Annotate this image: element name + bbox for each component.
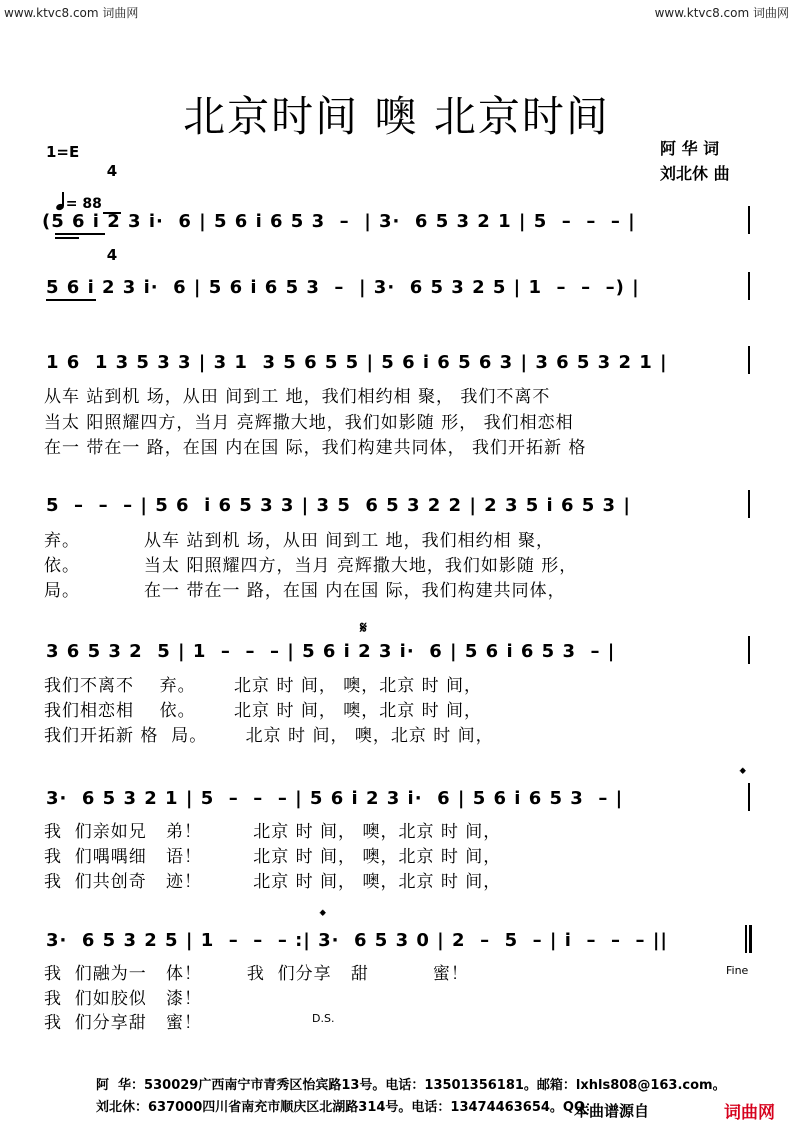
time-signature-bottom: 4 bbox=[106, 245, 118, 264]
music-row-5: 3 6 5 3 2 5 | 1 – – – | 5 6 i 2 3 i· 6 | 5 6 i 6 5 3 – | bbox=[46, 641, 616, 662]
segno-icon: 𝄋 bbox=[360, 618, 367, 637]
quarter-note-icon bbox=[55, 203, 65, 211]
lyric-row-7-verse-2: 我 们如胶似 漆！ bbox=[44, 989, 203, 1009]
final-bar-line bbox=[745, 925, 747, 953]
footer-contact-composer: 刘北休：637000四川省南充市顺庆区北湖路314号。电话：13474463654。QQ： bbox=[96, 1100, 599, 1115]
beam-line bbox=[55, 233, 105, 235]
footer-source: 本曲谱源自 bbox=[574, 1102, 650, 1120]
coda-icon: 𝄌 bbox=[740, 764, 746, 783]
lyric-row-6-verse-2: 我 们喁喁细 语！ 北京 时 间， 噢，北京 时 间， bbox=[44, 847, 502, 867]
lyric-row-4-verse-3: 局。 在一 带在一 路，在国 内在国 际，我们构建共同体， bbox=[44, 581, 566, 601]
tempo-value: = 88 bbox=[65, 196, 102, 212]
music-row-4: 5 – – – | 5 6 i 6 5 3 3 | 3 5 6 5 3 2 2 | 2 3 5 i 6 5 3 | bbox=[46, 495, 631, 516]
bar-line bbox=[748, 272, 750, 300]
music-row-6: 3· 6 5 3 2 1 | 5 – – – | 5 6 i 2 3 i· 6 | 5 6 i 6 5 3 – | bbox=[46, 788, 624, 809]
watermark-right: www.ktvc8.com 词曲网 bbox=[654, 6, 789, 20]
lyric-row-6-verse-3: 我 们共创奇 迹！ 北京 时 间， 噢，北京 时 间， bbox=[44, 872, 502, 892]
bar-line bbox=[748, 636, 750, 664]
bar-line bbox=[748, 346, 750, 374]
lyric-row-7-verse-1: 我 们融为一 体！ 我 们分享 甜 蜜！ bbox=[44, 964, 469, 984]
lyric-row-6-verse-1: 我 们亲如兄 弟！ 北京 时 间， 噢，北京 时 间， bbox=[44, 822, 502, 842]
beam-line bbox=[46, 299, 96, 301]
bar-line bbox=[748, 783, 750, 811]
key-signature: 1=E bbox=[46, 143, 80, 161]
music-row-1: (5 6 i 2 3 i· 6 | 5 6 i 6 5 3 – | 3· 6 5 3 2 1 | 5 – – – | bbox=[42, 211, 636, 232]
bar-line bbox=[748, 206, 750, 234]
footer-contact-lyricist: 阿 华：530029广西南宁市青秀区怡宾路13号。电话：13501356181。邮箱：lxhls808@163.com。 bbox=[96, 1078, 726, 1093]
music-row-3: 1 6 1 3 5 3 3 | 3 1 3 5 6 5 5 | 5 6 i 6 5 6 3 | 3 6 5 3 2 1 | bbox=[46, 352, 668, 373]
music-row-2: 5 6 i 2 3 i· 6 | 5 6 i 6 5 3 – | 3· 6 5 3 2 5 | 1 – – –) | bbox=[46, 277, 640, 298]
ds-marking: D.S. bbox=[312, 1012, 335, 1025]
lyric-row-3-verse-2: 当太 阳照耀四方，当月 亮辉撒大地，我们如影随 形， 我们相恋相 bbox=[44, 413, 574, 433]
time-signature-top: 4 bbox=[106, 162, 118, 180]
lyric-row-4-verse-1: 弃。 从车 站到机 场，从田 间到工 地，我们相约相 聚， bbox=[44, 531, 555, 551]
lyric-row-5-verse-1: 我们不离不 弃。 北京 时 间， 噢，北京 时 间， bbox=[44, 676, 483, 696]
beam-line bbox=[55, 237, 79, 239]
lyric-row-5-verse-2: 我们相恋相 依。 北京 时 间， 噢，北京 时 间， bbox=[44, 701, 483, 721]
song-title: 北京时间 噢 北京时间 bbox=[183, 92, 610, 141]
final-bar-line-thick bbox=[749, 925, 752, 953]
lyric-row-5-verse-3: 我们开拓新 格 局。 北京 时 间， 噢，北京 时 间， bbox=[44, 726, 494, 746]
composer-credit: 刘北休 曲 bbox=[660, 164, 730, 183]
bar-line bbox=[748, 490, 750, 518]
coda-icon-2: 𝄌 bbox=[320, 906, 326, 925]
lyric-row-3-verse-3: 在一 带在一 路，在国 内在国 际，我们构建共同体， 我们开拓新 格 bbox=[44, 438, 587, 458]
watermark-left: www.ktvc8.com 词曲网 bbox=[4, 6, 139, 20]
time-signature bbox=[103, 131, 121, 279]
tempo-marking bbox=[46, 176, 102, 212]
lyric-row-4-verse-2: 依。 当太 阳照耀四方，当月 亮辉撒大地，我们如影随 形， bbox=[44, 556, 578, 576]
lyric-row-7-verse-3: 我 们分享甜 蜜！ bbox=[44, 1013, 203, 1033]
music-row-7: 3· 6 5 3 2 5 | 1 – – – :| 3· 6 5 3 0 | 2 – 5 – | i – – – || bbox=[46, 930, 668, 951]
lyricist-credit: 阿 华 词 bbox=[660, 139, 720, 158]
fine-marking: Fine bbox=[726, 964, 749, 977]
lyric-row-3-verse-1: 从车 站到机 场，从田 间到工 地，我们相约相 聚， 我们不离不 bbox=[44, 387, 551, 407]
footer-brand-logo: 词曲网 bbox=[724, 1103, 775, 1123]
